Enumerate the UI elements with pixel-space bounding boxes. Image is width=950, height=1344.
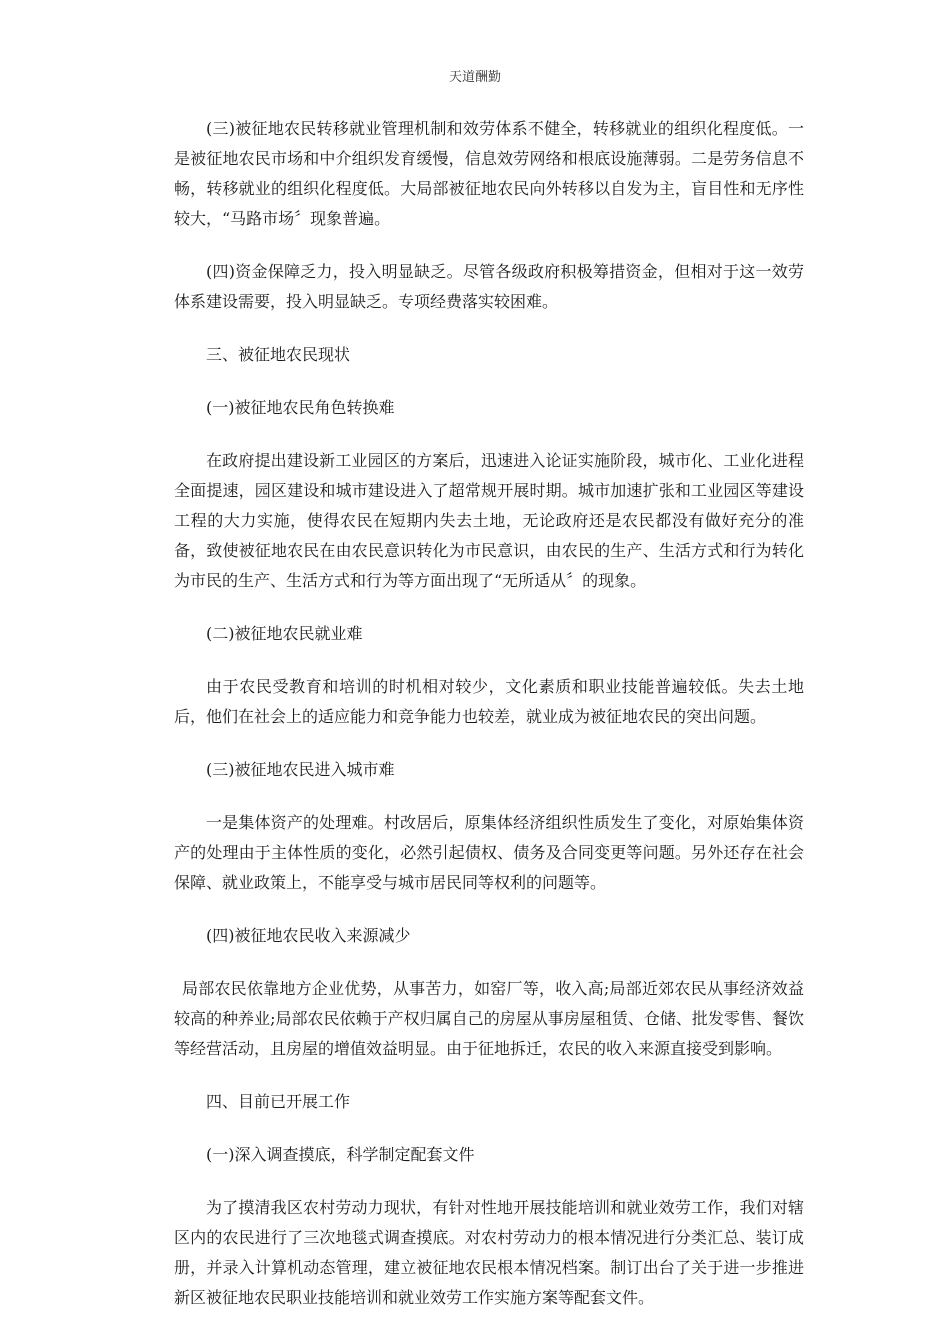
paragraph-role-change: 在政府提出建设新工业园区的方案后，迅速进入论证实施阶段，城市化、工业化进程全面提速，园区建设和城市建设进入了超常规开展时期。城市加速扩张和工业园区等建设工程的大力实施，使得农民在短期内失去土地，无论政府还是农民都没有做好充分的准备，致使被征地农民在由农民意识转化为市民意识，由农民的生产、生活方式和行为转化为市民的生产、生活方式和行为等方面出现了“无所适从〞的现象。 xyxy=(174,451,804,590)
paragraph-entering-city: 一是集体资产的处理难。村改居后，原集体经济组织性质发生了变化，对原始集体资产的处理由于主体性质的变化，必然引起债权、债务及合同变更等问题。另外还存在社会保障、就业政策上，不能享受与城市居民同等权利的问题等。 xyxy=(174,813,804,892)
subheading-entering-city: (三)被征地农民进入城市难 xyxy=(206,760,395,779)
section-heading-status: 三、被征地农民现状 xyxy=(206,345,351,364)
subheading-employment: (二)被征地农民就业难 xyxy=(206,624,363,643)
paragraph-survey: 为了摸清我区农村劳动力现状，有针对性地开展技能培训和就业效劳工作，我们对辖区内的农民进行了三次地毯式调查摸底。对农村劳动力的根本情况进行分类汇总、装订成册，并录入计算机动态管理，建立被征地农民根本情况档案。制订出台了关于进一步推进新区被征地农民职业技能培训和就业效劳工作实施方案等配套文件。 xyxy=(174,1198,804,1307)
paragraph-income: 局部农民依靠地方企业优势，从事苦力，如窑厂等，收入高;局部近郊农民从事经济效益较高的种养业;局部农民依赖于产权归属自己的房屋从事房屋租赁、仓储、批发零售、餐饮等经营活动，且房屋的增值效益明显。由于征地拆迁，农民的收入来源直接受到影响。 xyxy=(174,979,804,1058)
section-heading-work-done: 四、目前已开展工作 xyxy=(206,1092,351,1111)
document-body xyxy=(174,114,804,1336)
paragraph-employment: 由于农民受教育和培训的时机相对较少，文化素质和职业技能普遍较低。失去土地后，他们在社会上的适应能力和竞争能力也较差，就业成为被征地农民的突出问题。 xyxy=(174,677,804,726)
subheading-role-change: (一)被征地农民角色转换难 xyxy=(206,398,395,417)
paragraph-funding-shortage: (四)资金保障乏力，投入明显缺乏。尽管各级政府积极筹措资金，但相对于这一效劳体系建设需要，投入明显缺乏。专项经费落实较困难。 xyxy=(174,262,804,311)
page-header: 天道酬勤 xyxy=(448,70,501,85)
paragraph-transfer-employment: (三)被征地农民转移就业管理机制和效劳体系不健全，转移就业的组织化程度低。一是被征地农民市场和中介组织发育缓慢，信息效劳网络和根底设施薄弱。二是劳务信息不畅，转移就业的组织化程度低。大局部被征地农民向外转移以自发为主，盲目性和无序性较大，“马路市场〞现象普遍。 xyxy=(174,119,804,228)
subheading-income: (四)被征地农民收入来源减少 xyxy=(206,926,411,945)
subheading-survey: (一)深入调查摸底，科学制定配套文件 xyxy=(206,1145,475,1164)
